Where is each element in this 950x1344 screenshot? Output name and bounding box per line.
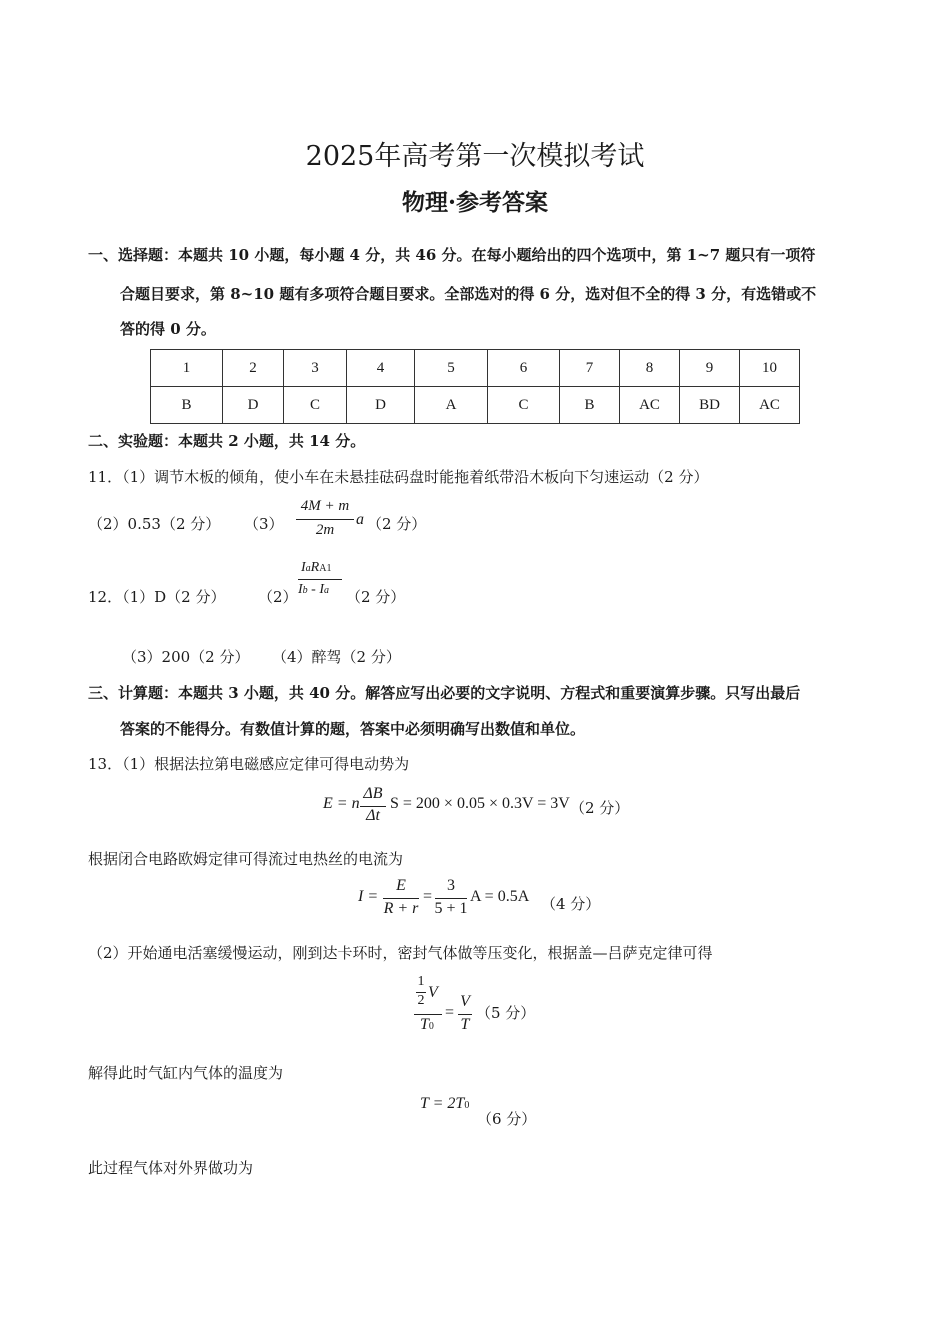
- fraction-bar: [296, 519, 354, 520]
- section1-line3: 答的得 0 分。: [120, 320, 216, 338]
- q11-part3-score: （2 分）: [367, 515, 427, 533]
- q12-part2-score: （2 分）: [346, 588, 406, 606]
- q12-part3: （3）200（2 分）: [122, 648, 250, 666]
- answer-table: [150, 349, 800, 424]
- temperature-symbol: T: [420, 1016, 429, 1033]
- eq3-half-denominator: 2: [417, 993, 425, 1008]
- section1-line1: 一、选择题：本题共 10 小题，每小题 4 分，共 46 分。在每小题给出的四个选项中，第 1~7 题只有一项符: [88, 246, 816, 264]
- table-row-answers: [151, 387, 800, 424]
- q13-part2: （2）开始通电活塞缓慢运动，刚到达卡环时，密封气体做等压变化，根据盖—吕萨克定律可得: [88, 944, 713, 962]
- table-row-numbers: [151, 350, 800, 387]
- eq3-t0: [420, 1016, 434, 1034]
- section1-line2: 合题目要求，第 8~10 题有多项符合题目要求。全部选对的得 6 分，选对但不全的得 3 分，有选错或不: [120, 285, 817, 303]
- q12-part1: 12．（1）D（2 分）: [88, 588, 226, 606]
- section3-line1: 三、计算题：本题共 3 小题，共 40 分。解答应写出必要的文字说明、方程式和重要演算步骤。只写出最后: [88, 684, 801, 702]
- eq1-score: （2 分）: [570, 799, 630, 817]
- q13-intro: 13．（1）根据法拉第电磁感应定律可得电动势为: [88, 755, 410, 773]
- q11-fraction-numerator: 4M + m: [300, 498, 350, 514]
- eq2-denominator1: R + r: [383, 900, 419, 917]
- eq4-expression: [420, 1095, 469, 1113]
- table-cell: B: [560, 387, 620, 424]
- table-cell: AC: [740, 387, 800, 424]
- minus-current: - I: [307, 582, 324, 597]
- table-cell: 1: [151, 350, 223, 387]
- eq2-right: A = 0.5A: [470, 888, 530, 905]
- eq3-right-numerator: V: [460, 993, 470, 1010]
- eq3-score: （5 分）: [476, 1004, 536, 1022]
- section2-heading: 二、实验题：本题共 2 小题，共 14 分。: [88, 432, 366, 450]
- table-cell: A: [415, 387, 488, 424]
- table-cell: 3: [284, 350, 347, 387]
- eq2-numerator2: 3: [447, 877, 455, 894]
- subscript: a: [324, 585, 329, 596]
- subscript: b: [302, 585, 308, 596]
- subscript: 0: [464, 1100, 470, 1111]
- page-subtitle: 物理·参考答案: [401, 189, 548, 216]
- table-cell: 9: [680, 350, 740, 387]
- table-cell: D: [223, 387, 284, 424]
- subscript: A1: [319, 563, 332, 574]
- subscript: 0: [428, 1021, 434, 1032]
- table-cell: 4: [347, 350, 415, 387]
- table-cell: C: [284, 387, 347, 424]
- table-cell: 6: [488, 350, 560, 387]
- q11-variable-a: a: [356, 511, 364, 528]
- table-cell: 5: [415, 350, 488, 387]
- eq2-denominator2: 5 + 1: [434, 900, 468, 917]
- q12-part4: （4）醉驾（2 分）: [272, 648, 401, 666]
- fraction-bar: [298, 579, 342, 580]
- q11-part1: 11．（1）调节木板的倾角，使小车在未悬挂砝码盘时能拖着纸带沿木板向下匀速运动（2 分）: [88, 468, 709, 486]
- subscript: a: [305, 563, 311, 574]
- eq1-numerator: ΔB: [363, 785, 383, 802]
- table-cell: C: [488, 387, 560, 424]
- fraction-bar: [458, 1014, 472, 1015]
- q11-part2: （2）0.53（2 分）: [88, 515, 221, 533]
- eq2-equals: =: [423, 888, 433, 905]
- table-cell: B: [151, 387, 223, 424]
- eq2-numerator1: E: [396, 877, 406, 894]
- eq2-left: I =: [358, 888, 379, 905]
- resistance-symbol: R: [310, 560, 320, 575]
- eq2-score: （4 分）: [541, 895, 601, 913]
- eq3-right-denominator: T: [460, 1016, 470, 1033]
- q12-fraction-denominator: [298, 582, 329, 598]
- page-title: 2025年高考第一次模拟考试: [305, 141, 645, 172]
- fraction-bar: [383, 898, 419, 899]
- eq4-score: （6 分）: [477, 1110, 537, 1128]
- eq1-left: E = n: [323, 795, 360, 812]
- section3-line2: 答案的不能得分。有数值计算的题，答案中必须明确写出数值和单位。: [120, 720, 586, 738]
- eq3-equals: =: [445, 1004, 455, 1021]
- table-cell: 10: [740, 350, 800, 387]
- table-cell: 2: [223, 350, 284, 387]
- q12-part2-label: （2）: [258, 588, 298, 606]
- q12-fraction-numerator: [301, 560, 331, 576]
- fraction-bar: [414, 1014, 442, 1015]
- temp-intro: 解得此时气缸内气体的温度为: [88, 1064, 284, 1082]
- table-cell: D: [347, 387, 415, 424]
- fraction-bar: [435, 898, 467, 899]
- current-symbol: I: [301, 560, 306, 575]
- current-symbol: I: [298, 582, 303, 597]
- table-cell: 7: [560, 350, 620, 387]
- work-intro: 此过程气体对外界做功为: [88, 1159, 254, 1177]
- eq1-right: S = 200 × 0.05 × 0.3V = 3V: [390, 795, 570, 812]
- q11-part3-label: （3）: [244, 515, 284, 533]
- eq4-left: T = 2T: [420, 1095, 465, 1112]
- table-cell: BD: [680, 387, 740, 424]
- eq3-half-numerator: 1: [417, 974, 425, 989]
- q11-fraction-denominator: 2m: [315, 522, 335, 538]
- eq1-denominator: Δt: [366, 807, 380, 824]
- eq3-volume: V: [428, 984, 438, 1001]
- ohm-intro: 根据闭合电路欧姆定律可得流过电热丝的电流为: [88, 850, 404, 868]
- table-cell: 8: [620, 350, 680, 387]
- table-cell: AC: [620, 387, 680, 424]
